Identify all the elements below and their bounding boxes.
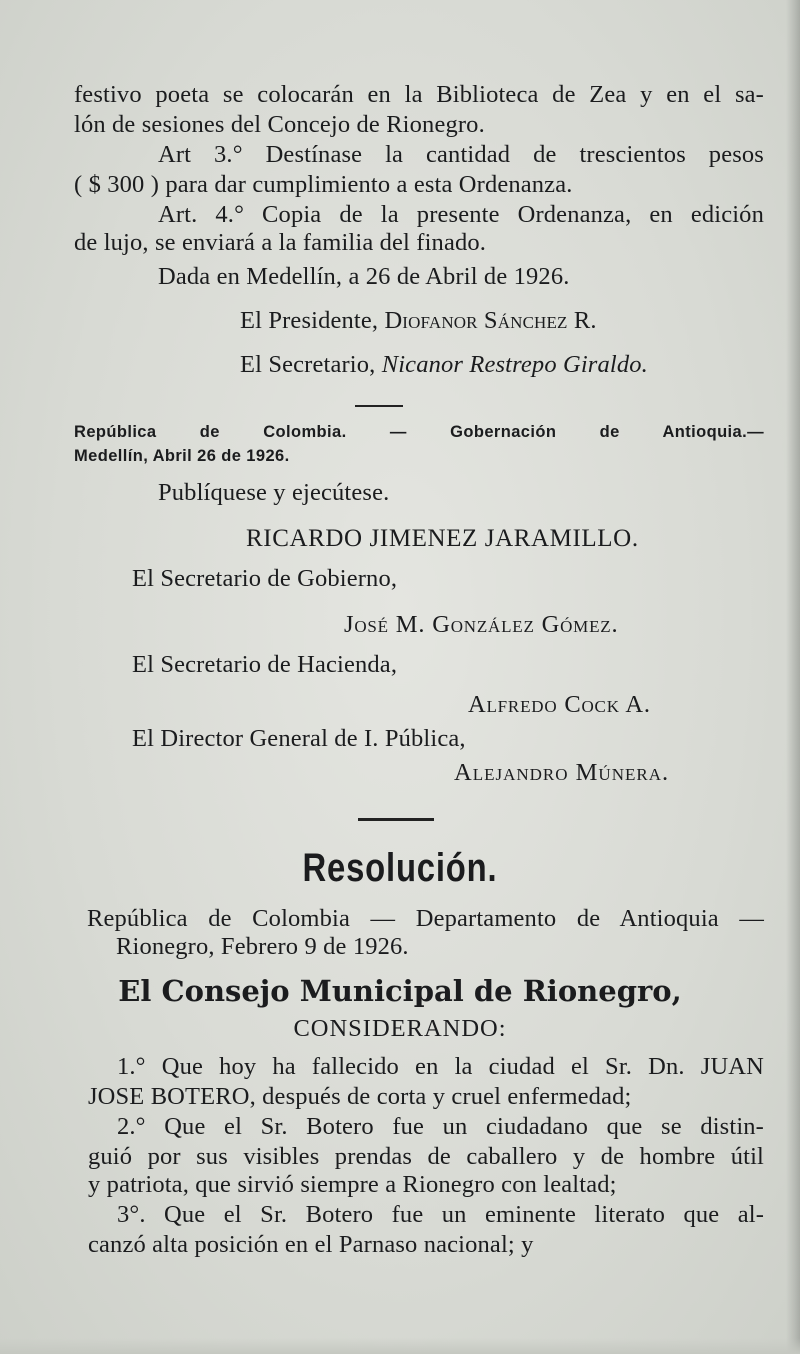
considerando-1b: JOSE BOTERO, después de corta y cruel enfermedad; (88, 1083, 632, 1110)
director-label: El Director General de I. Pública, (132, 725, 466, 752)
section-divider (358, 818, 434, 821)
considerando-1a: 1.° Que hoy ha fallecido en la ciudad el Sr. Dn. JUAN (117, 1053, 764, 1080)
resolucion-place-2: Rionegro, Febrero 9 de 1926. (116, 933, 409, 960)
gobernacion-date: Medellín, Abril 26 de 1926. (74, 447, 290, 465)
presidente-name: Diofanor Sánchez R. (384, 307, 597, 334)
secretario-name: Nicanor Restrepo Giraldo. (381, 351, 648, 378)
sec-hacienda-name: Alfredo Cock A. (468, 691, 651, 718)
resolucion-place-1: República de Colombia — Departamento de Antioquia — (87, 905, 764, 932)
paragraph-line: lón de sesiones del Concejo de Rionegro. (74, 111, 485, 138)
considerando-3b: canzó alta posición en el Parnaso nacional; y (88, 1231, 534, 1258)
divider (355, 405, 403, 407)
paragraph-line: ( $ 300 ) para dar cumplimiento a esta Ordenanza. (74, 171, 573, 198)
paragraph-line: festivo poeta se colocarán en la Biblioteca de Zea y en el sa- (74, 81, 764, 108)
article-3-line: Art 3.° Destínase la cantidad de trescientos pesos (158, 141, 764, 168)
considerando-2c: y patriota, que sirvió siempre a Rionegro con lealtad; (88, 1171, 617, 1198)
sec-gobierno-label: El Secretario de Gobierno, (132, 565, 398, 592)
secretario-label: El Secretario, (240, 351, 376, 378)
governor-name: RICARDO JIMENEZ JARAMILLO. (246, 525, 639, 552)
director-name: Alejandro Múnera. (454, 759, 670, 786)
council-heading: El Consejo Municipal de Rionegro, (118, 974, 682, 1008)
secretario-line (240, 350, 800, 380)
sec-hacienda-label: El Secretario de Hacienda, (132, 651, 398, 678)
paragraph-line: de lujo, se enviará a la familia del finado. (74, 229, 487, 256)
article-4-line: Art. 4.° Copia de la presente Ordenanza, en edición (158, 201, 764, 228)
resolucion-title: Resolución. (302, 846, 498, 890)
considerando-3a: 3°. Que el Sr. Botero fue un eminente literato que al- (117, 1201, 764, 1228)
dada-line: Dada en Medellín, a 26 de Abril de 1926. (158, 263, 570, 290)
presidente-label: El Presidente, (240, 307, 379, 334)
considerando-heading: CONSIDERANDO: (293, 1015, 507, 1042)
sec-gobierno-name: José M. González Gómez. (344, 611, 619, 638)
page-edge-shadow (786, 0, 800, 1354)
publiquese: Publíquese y ejecútese. (158, 479, 390, 506)
considerando-2b: guió por sus visibles prendas de caballero y de hombre útil (88, 1143, 764, 1170)
considerando-2a: 2.° Que el Sr. Botero fue un ciudadano que se distin- (117, 1113, 764, 1140)
gobernacion-header: República de Colombia. — Gobernación de Antioquia.— (74, 423, 764, 441)
page-edge-shadow-bottom (0, 1338, 800, 1354)
presidente-line (240, 306, 800, 336)
